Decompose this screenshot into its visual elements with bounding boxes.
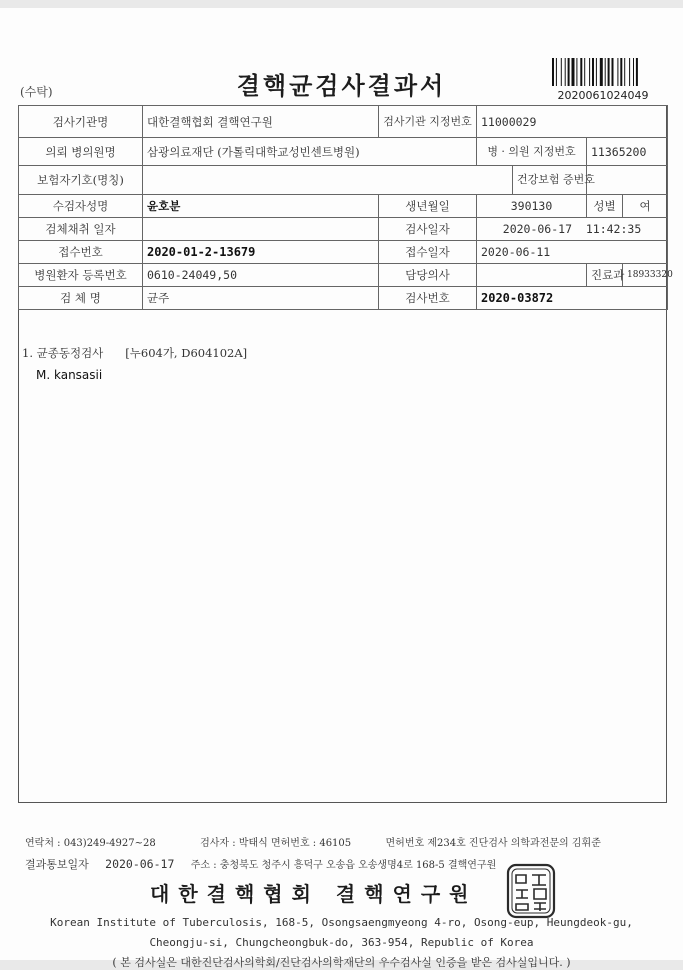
hospital-label: 의뢰 병의원명 [19, 138, 143, 166]
table-row [19, 241, 668, 264]
table-row [19, 106, 668, 138]
table-row [19, 195, 668, 218]
patient-name-label: 수검자성명 [19, 195, 143, 218]
document-title: 결핵균검사결과서 [236, 72, 447, 100]
organization-name: 대한결핵협회 결핵연구원 [150, 882, 478, 906]
patient-name-value: 윤호분 [143, 195, 379, 218]
receipt-date-value: 2020-06-11 [477, 241, 668, 264]
table-row [19, 138, 668, 166]
hospital-code-value: 11365200 [587, 138, 668, 166]
institution-code-label: 검사기관 지정번호 [379, 106, 477, 138]
footer-notice-line [25, 856, 496, 872]
info-table [18, 105, 673, 310]
table-row [19, 166, 668, 195]
contact-text: 연락처 : 043)249-4927~28 [25, 838, 156, 849]
official-seal-stamp [506, 863, 556, 919]
insurance-no-value [587, 166, 668, 195]
collect-date-label: 검체채취 일자 [19, 218, 143, 241]
table-row [19, 218, 668, 241]
sex-label: 성별 [587, 195, 623, 218]
table-row [19, 287, 668, 310]
notice-date: 2020-06-17 [105, 857, 175, 871]
dept-label: 진료과 [587, 264, 623, 287]
result-item-name: 1. 균종동정검사 [22, 346, 104, 360]
collect-date-value [143, 218, 379, 241]
address-korean: 주소 : 충청북도 청주시 흥덕구 오송읍 오송생명4로 168-5 결핵연구원 [190, 860, 497, 871]
birth-value: 390130 [477, 195, 587, 218]
specimen-label: 검 체 명 [19, 287, 143, 310]
license-text: 면허번호 제234호 진단검사 의학과전문의 김휘준 [385, 838, 601, 849]
sex-value: 여 [623, 195, 668, 218]
table-row [19, 264, 668, 287]
test-no-value: 2020-03872 [477, 287, 668, 310]
result-item [22, 345, 247, 361]
reg-no-label: 병원환자 등록번호 [19, 264, 143, 287]
receipt-label: (수탁) [20, 85, 53, 99]
footer-contact-line [25, 834, 601, 849]
test-date-label: 검사일자 [379, 218, 477, 241]
test-no-label: 검사번호 [379, 287, 477, 310]
result-code: [누604가, D604102A] [125, 346, 248, 360]
receipt-no-label: 접수번호 [19, 241, 143, 264]
institution-value: 대한결핵협회 결핵연구원 [143, 106, 379, 138]
address-english-line2: Cheongju-si, Chungcheongbuk-do, 363-954, Republic of Korea [149, 936, 534, 949]
barcode-number: 2020061024049 [557, 89, 649, 102]
hospital-value: 삼광의료재단 (가톨릭대학교성빈센트병원) [143, 138, 477, 166]
dept-value: 18933320 [623, 264, 668, 287]
doctor-label: 담당의사 [379, 264, 477, 287]
specimen-value: 균주 [143, 287, 379, 310]
birth-label: 생년월일 [379, 195, 477, 218]
receipt-date-label: 접수일자 [379, 241, 477, 264]
address-english-line1: Korean Institute of Tuberculosis, 168-5, Osongsaengmyeong 4-ro, Osong-eup, Heungdeok-gu, [50, 916, 633, 929]
insurer-value [143, 166, 513, 195]
insurer-label: 보험자기호(명칭) [19, 166, 143, 195]
insurance-no-label: 건강보험 증번호 [513, 166, 587, 195]
institution-label: 검사기관명 [19, 106, 143, 138]
hospital-code-label: 병 · 의원 지정번호 [477, 138, 587, 166]
document-page [0, 8, 683, 969]
doctor-value [477, 264, 587, 287]
result-organism: M. kansasii [36, 368, 103, 382]
barcode-image [552, 58, 652, 86]
receipt-no-value: 2020-01-2-13679 [143, 241, 379, 264]
examiner-text: 검사자 : 박태식 면허번호 : 46105 [200, 838, 352, 849]
certification-note: ( 본 검사실은 대한진단검사의학회/진단검사의학재단의 우수검사실 인증을 받은 검사실입니다. ) [112, 956, 571, 969]
test-date-value: 2020-06-17 11:42:35 [477, 218, 668, 241]
institution-code-value: 11000029 [477, 106, 668, 138]
reg-no-value: 0610-24049,50 [143, 264, 379, 287]
notice-label: 결과통보일자 [25, 858, 89, 871]
